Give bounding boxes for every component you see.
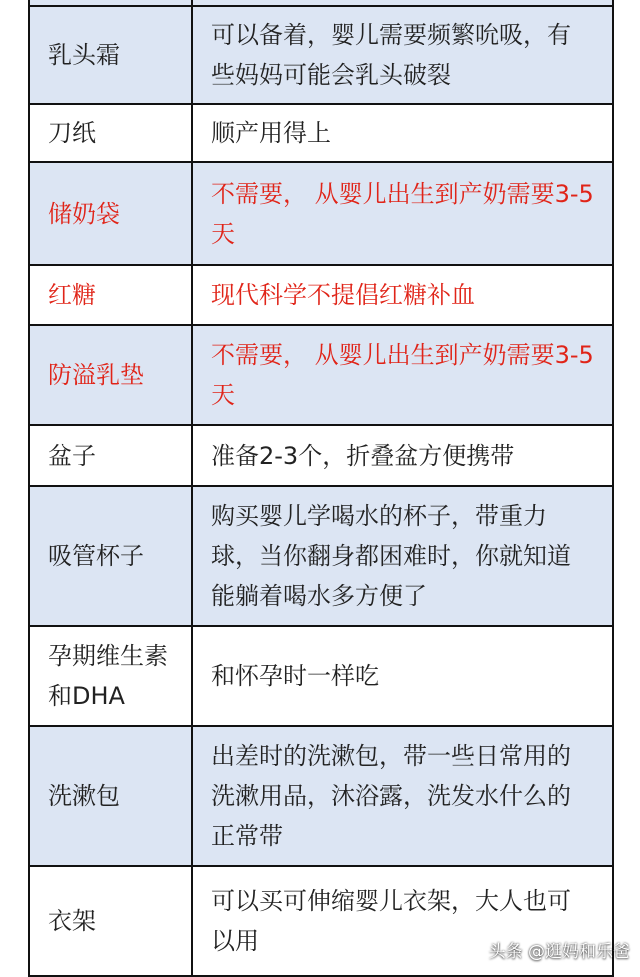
item-name-cell: 红糖 <box>29 265 192 325</box>
table-row <box>29 726 613 866</box>
item-note-cell: 购买婴儿学喝水的杯子，带重力球，当你翻身都困难时，你就知道能躺着喝水多方便了 <box>192 486 613 626</box>
item-note-cell: 和怀孕时一样吃 <box>192 626 613 726</box>
table-row <box>29 626 613 726</box>
table-row <box>29 486 613 626</box>
table-row <box>29 325 613 425</box>
checklist-table <box>28 0 614 977</box>
item-name-cell: 刀纸 <box>29 104 192 162</box>
table-row <box>29 162 613 265</box>
item-name-cell: 储奶袋 <box>29 162 192 265</box>
item-name-cell: 乳头霜 <box>29 6 192 104</box>
item-note-cell: 现代科学不提倡红糖补血 <box>192 265 613 325</box>
item-note-cell: 准备2-3个，折叠盆方便携带 <box>192 425 613 486</box>
item-name-cell: 防溢乳垫 <box>29 325 192 425</box>
item-name-cell: 孕期维生素和DHA <box>29 626 192 726</box>
table-row <box>29 104 613 162</box>
item-note-cell: 不需要， 从婴儿出生到产奶需要3-5天 <box>192 325 613 425</box>
checklist-table-wrapper <box>28 0 612 977</box>
item-note-cell: 可以备着，婴儿需要频繁吮吸，有些妈妈可能会乳头破裂 <box>192 6 613 104</box>
watermark-label: 头条 @逛妈和乐爸 <box>488 942 630 962</box>
item-name-cell: 吸管杯子 <box>29 486 192 626</box>
table-row <box>29 6 613 104</box>
item-name-cell: 衣架 <box>29 866 192 976</box>
checklist-table-body <box>29 0 613 976</box>
item-note-cell: 顺产用得上 <box>192 104 613 162</box>
item-name-cell: 盆子 <box>29 425 192 486</box>
item-name-cell: 洗漱包 <box>29 726 192 866</box>
table-row <box>29 425 613 486</box>
item-note-cell: 可以买可伸缩婴儿衣架，大人也可以用 <box>192 866 613 976</box>
item-note-cell: 出差时的洗漱包，带一些日常用的洗漱用品，沐浴露，洗发水什么的正常带 <box>192 726 613 866</box>
item-note-cell: 不需要， 从婴儿出生到产奶需要3-5天 <box>192 162 613 265</box>
table-row <box>29 265 613 325</box>
